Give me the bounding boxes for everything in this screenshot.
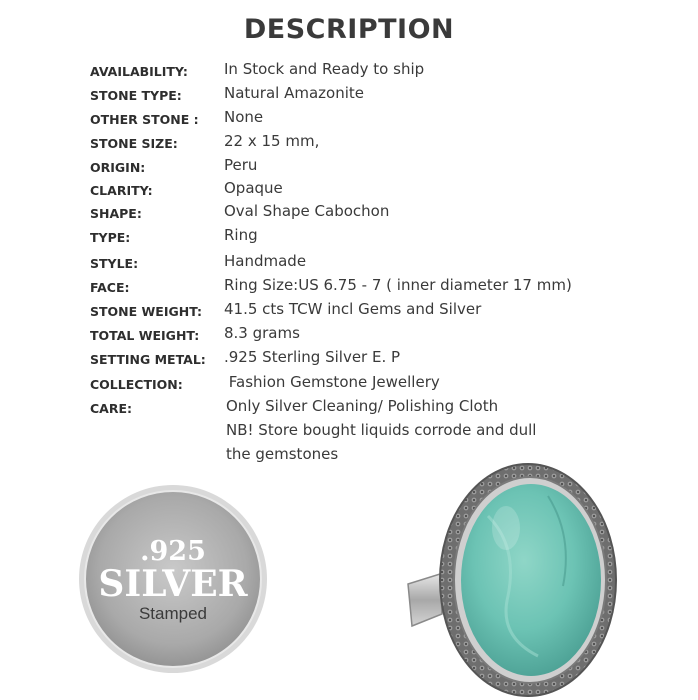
spec-value: 41.5 cts TCW incl Gems and Silver <box>224 300 482 318</box>
spec-value: Natural Amazonite <box>224 84 364 102</box>
spec-row-type <box>0 226 698 250</box>
spec-label: SETTING METAL: <box>90 352 206 367</box>
spec-label: ORIGIN: <box>90 160 146 175</box>
spec-value: Fashion Gemstone Jewellery <box>224 373 440 391</box>
badge-sub: Stamped <box>138 604 208 623</box>
spec-label: STONE SIZE: <box>90 136 178 151</box>
spec-value: 22 x 15 mm, <box>224 132 320 150</box>
spec-value: Handmade <box>224 252 307 270</box>
spec-value: Ring Size:US 6.75 - 7 ( inner diameter 17 mm) <box>224 276 572 294</box>
spec-value: None <box>224 108 264 126</box>
spec-row-face <box>0 276 698 300</box>
spec-row-stone-type <box>0 84 698 108</box>
spec-row-style <box>0 252 698 276</box>
spec-row-origin <box>0 156 698 180</box>
spec-row-stone-weight <box>0 300 698 324</box>
spec-row-clarity <box>0 179 698 203</box>
spec-value: Peru <box>224 156 258 174</box>
spec-label: TOTAL WEIGHT: <box>90 328 200 343</box>
spec-label: CARE: <box>90 401 133 416</box>
badge-number: .925 <box>140 536 206 567</box>
amazonite-ring-image <box>398 456 628 700</box>
spec-label: STYLE: <box>90 256 139 271</box>
spec-label: SHAPE: <box>90 206 142 221</box>
care-note-line: the gemstones <box>226 445 339 463</box>
spec-label: AVAILABILITY: <box>90 64 188 79</box>
amazonite-stone <box>461 484 601 676</box>
spec-row-care <box>0 397 698 421</box>
silver-stamp-badge <box>78 484 268 674</box>
stone-highlight <box>492 506 520 550</box>
spec-value: Opaque <box>224 179 283 197</box>
spec-value: In Stock and Ready to ship <box>224 60 425 78</box>
spec-label: FACE: <box>90 280 130 295</box>
spec-value: Oval Shape Cabochon <box>224 202 390 220</box>
spec-row-other-stone <box>0 108 698 132</box>
spec-row-availability <box>0 60 698 84</box>
spec-row-setting-metal <box>0 348 698 372</box>
badge-word: SILVER <box>98 563 248 605</box>
spec-value: .925 Sterling Silver E. P <box>224 348 401 366</box>
spec-label: CLARITY: <box>90 183 153 198</box>
spec-label: OTHER STONE : <box>90 112 199 127</box>
spec-row-shape <box>0 202 698 226</box>
spec-value: 8.3 grams <box>224 324 300 342</box>
spec-label: STONE TYPE: <box>90 88 182 103</box>
page-title: DESCRIPTION <box>243 14 455 45</box>
spec-row-collection <box>0 373 698 397</box>
spec-label: STONE WEIGHT: <box>90 304 203 319</box>
spec-value: Ring <box>224 226 258 244</box>
spec-value: Only Silver Cleaning/ Polishing Cloth <box>226 397 499 415</box>
spec-label: COLLECTION: <box>90 377 183 392</box>
spec-row-stone-size <box>0 132 698 156</box>
spec-row-total-weight <box>0 324 698 348</box>
ring-shank <box>408 574 442 626</box>
care-note-line: NB! Store bought liquids corrode and dull <box>226 421 537 439</box>
spec-label: TYPE: <box>90 230 131 245</box>
